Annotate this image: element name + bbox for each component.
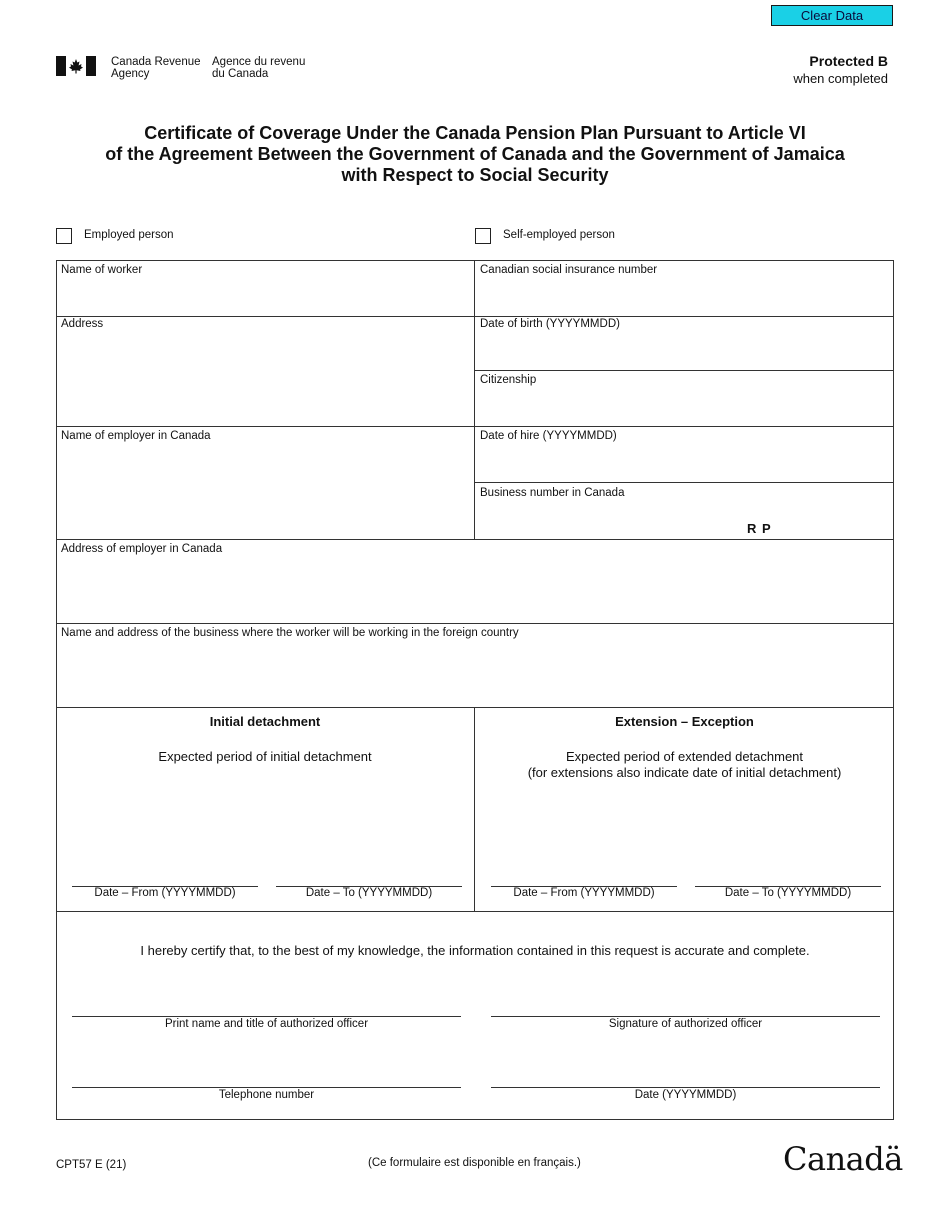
employer-address-input[interactable] [58,559,892,621]
initial-date-to-input[interactable] [276,860,462,886]
date-of-birth-label: Date of birth (YYYYMMDD) [480,318,620,330]
divider [56,911,894,912]
self-employed-person-label: Self-employed person [503,229,615,241]
divider [56,623,894,624]
signature-line [491,1016,880,1017]
print-name-label: Print name and title of authorized officer [164,1018,369,1030]
rp-program-label: R P [747,521,772,536]
employed-person-checkbox[interactable] [56,228,72,244]
protected-b-label: Protected B [809,53,888,69]
employer-name-label: Name of employer in Canada [61,430,211,442]
divider [474,707,475,912]
address-label: Address [61,318,104,330]
employer-name-input[interactable] [58,446,472,537]
address-input[interactable] [58,334,472,424]
initial-date-from-input[interactable] [72,860,258,886]
extension-text: Expected period of extended detachment (for extensions also indicate date of initial detachment) [527,749,842,780]
signature-line [72,1087,461,1088]
divider [56,316,894,317]
initial-date-from-label: Date – From (YYYYMMDD) [94,887,236,899]
extension-date-from-label: Date – From (YYYYMMDD) [513,887,655,899]
telephone-label: Telephone number [218,1089,315,1101]
extension-date-to-input[interactable] [695,860,881,886]
form-title: Certificate of Coverage Under the Canada Pension Plan Pursuant to Article VI of the Agreement Between the Government of Canada and the Government of Jamaica with Respect to Social Security [105,123,845,185]
name-of-worker-label: Name of worker [61,264,143,276]
divider [474,370,894,371]
initial-detachment-heading: Initial detachment [209,714,321,729]
business-number-label: Business number in Canada [480,487,625,499]
agency-name-french: Agence du revenu du Canada [212,56,306,80]
employed-person-label: Employed person [84,229,174,241]
citizenship-label: Citizenship [480,374,537,386]
form-code: CPT57 E (21) [56,1159,127,1171]
extension-date-from-input[interactable] [491,860,677,886]
date-of-hire-label: Date of hire (YYYYMMDD) [480,430,617,442]
divider [56,539,894,540]
canada-wordmark: Canadä [783,1140,903,1178]
agency-name-english: Canada Revenue Agency [111,56,201,80]
certification-statement: I hereby certify that, to the best of my knowledge, the information contained in this request is accurate and complete. [140,943,810,958]
date-signed-input[interactable] [491,1061,880,1087]
divider [474,260,475,540]
foreign-business-label: Name and address of the business where the worker will be working in the foreign country [61,627,519,639]
sin-label: Canadian social insurance number [480,264,658,276]
date-of-birth-input[interactable] [476,334,892,368]
print-name-input[interactable] [72,990,461,1016]
initial-detachment-text: Expected period of initial detachment [158,749,372,764]
name-of-worker-input[interactable] [58,280,472,314]
employer-address-label: Address of employer in Canada [61,543,223,555]
business-number-input[interactable] [476,503,736,537]
self-employed-person-checkbox[interactable] [475,228,491,244]
extension-heading: Extension – Exception [615,714,754,729]
divider [474,482,894,483]
sin-input[interactable] [476,280,892,314]
extension-date-to-label: Date – To (YYYYMMDD) [724,887,852,899]
date-of-hire-input[interactable] [476,446,892,480]
signature-label: Signature of authorized officer [608,1018,763,1030]
signature-line [72,1016,461,1017]
canada-flag-icon [56,56,96,76]
telephone-input[interactable] [72,1061,461,1087]
signature-line [491,1087,880,1088]
when-completed-label: when completed [793,71,888,86]
citizenship-input[interactable] [476,390,892,424]
clear-data-button[interactable]: Clear Data [771,5,893,26]
divider [56,426,894,427]
divider [56,707,894,708]
french-availability-note: (Ce formulaire est disponible en français.) [368,1157,581,1169]
foreign-business-input[interactable] [58,643,892,705]
initial-date-to-label: Date – To (YYYYMMDD) [305,887,433,899]
signature-input[interactable] [491,990,880,1016]
rp-account-input[interactable] [775,503,892,537]
date-signed-label: Date (YYYYMMDD) [634,1089,737,1101]
